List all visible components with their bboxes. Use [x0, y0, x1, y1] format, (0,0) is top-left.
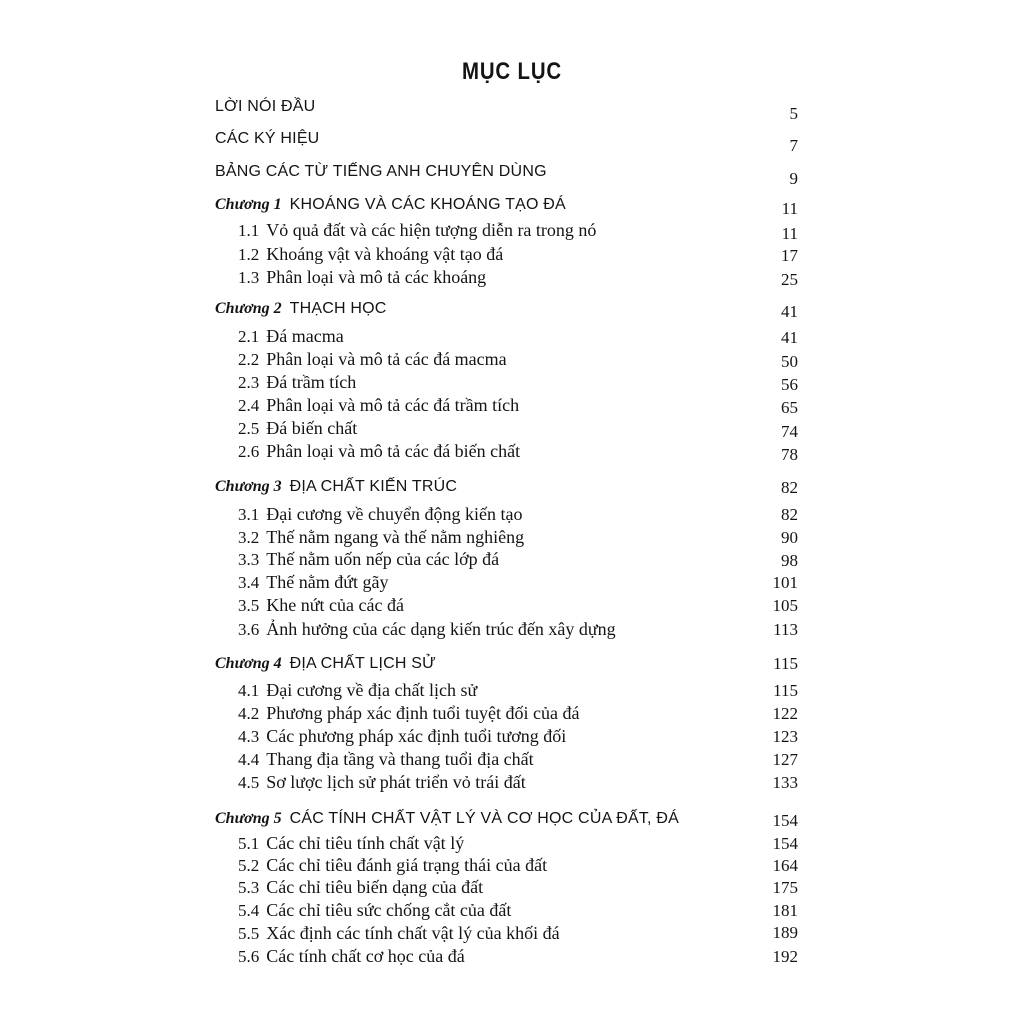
toc-section: [0, 416, 1024, 440]
section-number: 4.5: [238, 773, 260, 792]
entry-page: 41: [781, 302, 798, 321]
toc-entry-preface: [0, 95, 1024, 123]
section-number: 4.3: [238, 727, 260, 746]
section-title: Phân loại và mô tả các đá trầm tích: [266, 395, 520, 415]
entry-page: 82: [781, 505, 798, 524]
section-title: Các chỉ tiêu sức chống cắt của đất: [266, 900, 512, 920]
entry-page: 11: [781, 199, 798, 218]
entry-page: 115: [773, 654, 798, 673]
section-title: Khe nứt của các đá: [266, 595, 404, 615]
entry-label: LỜI NÓI ĐẦU: [215, 98, 316, 115]
page-title: MỤC LỤC: [461, 58, 563, 85]
section-number: 1.3: [238, 268, 260, 287]
entry-page: 192: [772, 947, 798, 966]
toc-section: [0, 370, 1024, 394]
entry-page: 122: [772, 704, 798, 723]
section-number: 5.1: [238, 834, 260, 853]
entry-page: 41: [781, 328, 798, 347]
entry-page: 113: [773, 620, 798, 639]
chapter-label: Chương 3: [215, 478, 282, 495]
chapter-title: KHOÁNG VÀ CÁC KHOÁNG TẠO ĐÁ: [289, 196, 566, 213]
toc-section: [0, 439, 1024, 463]
entry-page: 115: [773, 681, 798, 700]
toc-section: [0, 875, 1024, 899]
toc-entry-glossary: [0, 160, 1024, 188]
entry-page: 105: [772, 596, 798, 615]
entry-label: BẢNG CÁC TỪ TIẾNG ANH CHUYÊN DÙNG: [215, 163, 547, 180]
entry-page: 101: [772, 573, 798, 592]
toc-section: [0, 570, 1024, 594]
section-number: 2.1: [238, 327, 260, 346]
section-number: 2.3: [238, 373, 260, 392]
toc-section: [0, 831, 1024, 855]
toc-section: [0, 853, 1024, 877]
chapter-title: ĐỊA CHẤT LỊCH SỬ: [289, 655, 437, 672]
toc-section: [0, 502, 1024, 526]
entry-page: 189: [772, 923, 798, 942]
toc-section: [0, 944, 1024, 968]
section-title: Sơ lược lịch sử phát triển vỏ trái đất: [266, 772, 526, 792]
entry-page: 98: [781, 551, 798, 570]
entry-page: 82: [781, 478, 798, 497]
entry-label: CÁC KÝ HIỆU: [215, 130, 320, 147]
entry-page: 7: [789, 136, 798, 155]
section-number: 5.5: [238, 924, 260, 943]
toc-section: [0, 393, 1024, 417]
toc-section: [0, 242, 1024, 266]
section-title: Các chỉ tiêu tính chất vật lý: [266, 833, 465, 853]
entry-page: 181: [772, 901, 798, 920]
toc-section: [0, 324, 1024, 348]
toc-chapter-3: [0, 474, 1024, 498]
toc-section: [0, 617, 1024, 641]
toc-section: [0, 218, 1024, 242]
section-title: Đá biến chất: [266, 418, 358, 438]
toc-section: [0, 678, 1024, 702]
toc-chapter-4: [0, 651, 1024, 675]
toc-section: [0, 921, 1024, 945]
toc-chapter-2: [0, 296, 1024, 320]
section-number: 3.6: [238, 620, 260, 639]
section-title: Vỏ quả đất và các hiện tượng diễn ra trong nó: [266, 220, 597, 240]
section-title: Thế nằm đứt gãy: [266, 572, 389, 592]
toc-section: [0, 770, 1024, 794]
entry-page: 123: [772, 727, 798, 746]
entry-page: 5: [789, 104, 798, 123]
section-number: 5.2: [238, 856, 260, 875]
section-title: Các phương pháp xác định tuổi tương đối: [266, 726, 567, 746]
entry-page: 154: [772, 834, 798, 853]
section-title: Thang địa tầng và thang tuổi địa chất: [266, 749, 534, 769]
section-title: Đá trầm tích: [266, 372, 357, 392]
entry-page: 164: [772, 856, 798, 875]
section-number: 5.6: [238, 947, 260, 966]
entry-page: 78: [781, 445, 798, 464]
toc-chapter-1: [0, 192, 1024, 216]
toc-section: [0, 347, 1024, 371]
section-title: Thế nằm uốn nếp của các lớp đá: [266, 549, 500, 569]
section-title: Xác định các tính chất vật lý của khối đá: [266, 923, 560, 943]
entry-page: 17: [781, 246, 798, 265]
section-number: 2.4: [238, 396, 260, 415]
entry-page: 74: [781, 422, 798, 441]
entry-page: 50: [781, 352, 798, 371]
section-number: 1.1: [238, 221, 260, 240]
section-number: 5.4: [238, 901, 260, 920]
entry-page: 56: [781, 375, 798, 394]
toc-section: [0, 265, 1024, 289]
toc-section: [0, 747, 1024, 771]
entry-page: 9: [789, 169, 798, 188]
section-title: Đại cương về địa chất lịch sử: [266, 680, 478, 700]
chapter-title: ĐỊA CHẤT KIẾN TRÚC: [289, 478, 458, 495]
toc-section: [0, 593, 1024, 617]
chapter-title: THẠCH HỌC: [289, 300, 387, 317]
section-title: Các chỉ tiêu đánh giá trạng thái của đất: [266, 855, 548, 875]
section-number: 3.2: [238, 528, 260, 547]
chapter-label: Chương 5: [215, 810, 282, 827]
toc-section: [0, 547, 1024, 571]
section-title: Khoáng vật và khoáng vật tạo đá: [266, 244, 504, 264]
section-title: Thế nằm ngang và thế nằm nghiêng: [266, 527, 525, 547]
entry-page: 127: [772, 750, 798, 769]
section-title: Các chỉ tiêu biến dạng của đất: [266, 877, 484, 897]
section-number: 4.2: [238, 704, 260, 723]
section-number: 3.4: [238, 573, 260, 592]
toc-section: [0, 898, 1024, 922]
toc-section: [0, 701, 1024, 725]
entry-page: 175: [772, 878, 798, 897]
section-number: 3.5: [238, 596, 260, 615]
section-number: 2.6: [238, 442, 260, 461]
section-number: 3.3: [238, 550, 260, 569]
section-title: Phân loại và mô tả các đá biến chất: [266, 441, 521, 461]
toc-entry-symbols: [0, 127, 1024, 155]
entry-page: 90: [781, 528, 798, 547]
section-title: Đại cương về chuyển động kiến tạo: [266, 504, 523, 524]
section-title: Phân loại và mô tả các đá macma: [266, 349, 507, 369]
entry-page: 65: [781, 398, 798, 417]
section-number: 2.5: [238, 419, 260, 438]
chapter-title: CÁC TÍNH CHẤT VẬT LÝ VÀ CƠ HỌC CỦA ĐẤT, ĐÁ: [289, 810, 679, 827]
toc-section: [0, 724, 1024, 748]
entry-page: 11: [781, 224, 798, 243]
section-number: 4.1: [238, 681, 260, 700]
section-number: 2.2: [238, 350, 260, 369]
toc-chapter-5: [0, 806, 1024, 830]
section-number: 3.1: [238, 505, 260, 524]
section-title: Các tính chất cơ học của đá: [266, 946, 465, 966]
section-title: Đá macma: [266, 326, 344, 346]
section-number: 1.2: [238, 245, 260, 264]
section-number: 4.4: [238, 750, 260, 769]
section-number: 5.3: [238, 878, 260, 897]
entry-page: 25: [781, 270, 798, 289]
section-title: Phương pháp xác định tuổi tuyệt đối của đá: [266, 703, 580, 723]
chapter-label: Chương 1: [215, 196, 282, 213]
section-title: Phân loại và mô tả các khoáng: [266, 267, 487, 287]
section-title: Ảnh hưởng của các dạng kiến trúc đến xây dựng: [266, 619, 616, 639]
chapter-label: Chương 2: [215, 300, 282, 317]
chapter-label: Chương 4: [215, 655, 282, 672]
entry-page: 154: [772, 811, 798, 830]
toc-section: [0, 525, 1024, 549]
entry-page: 133: [772, 773, 798, 792]
